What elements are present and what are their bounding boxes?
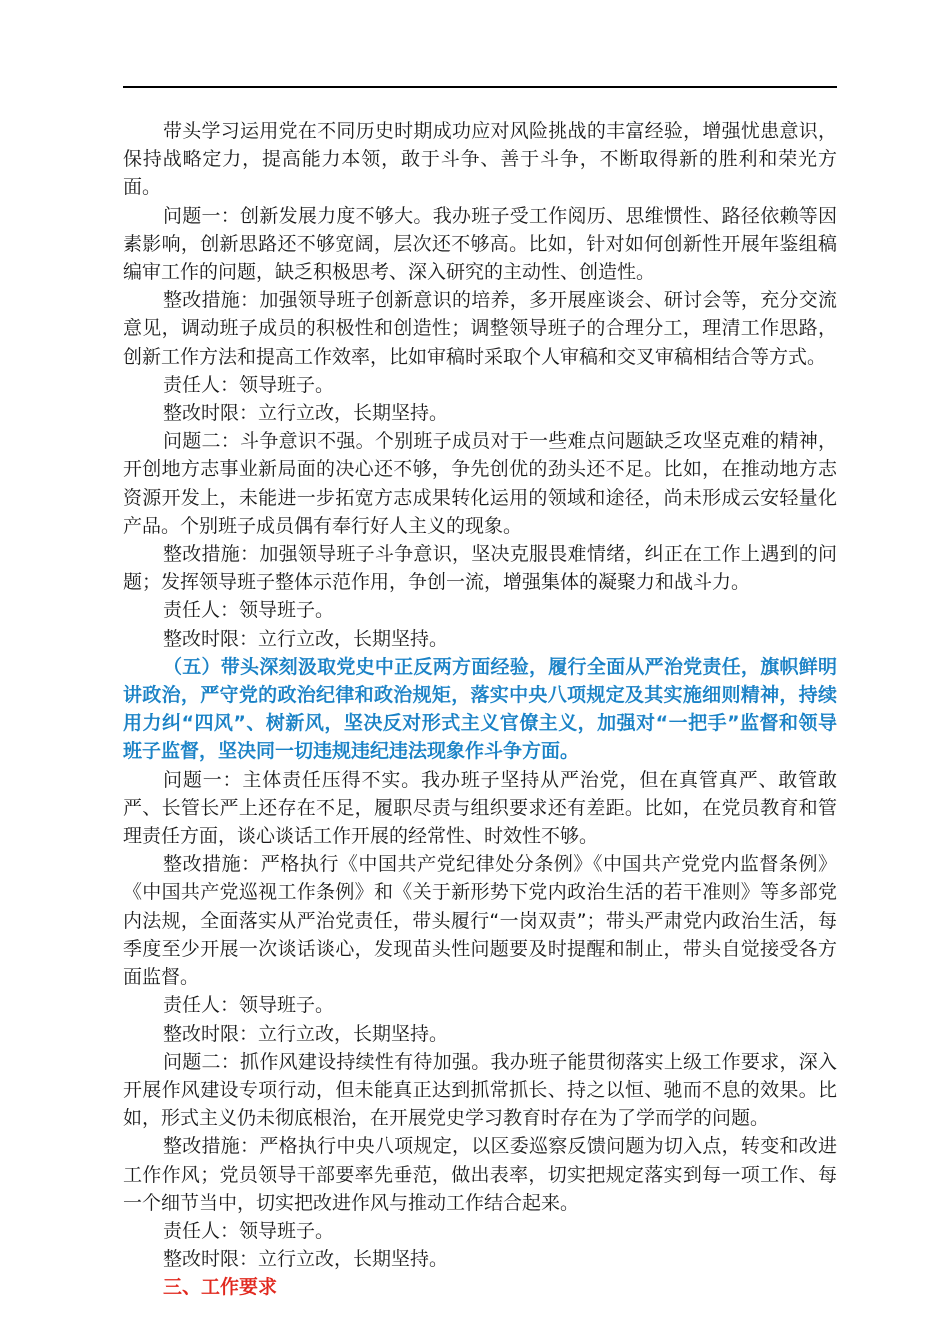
paragraph-measures-1: 整改措施：加强领导班子创新意识的培养，多开展座谈会、研讨会等，充分交流意见，调动班子成员的积极性和创造性；调整领导班子的合理分工，理清工作思路，创新工作方法和提高工作效率，比如审稿时采取个人审稿和交叉审稿相结合等方式。: [123, 289, 837, 368]
paragraph-measures-3: 整改措施：严格执行《中国共产党纪律处分条例》《中国共产党党内监督条例》《中国共产党巡视工作条例》和《关于新形势下党内政治生活的若干准则》等多部党内法规，全面落实从严治党责任，带头履行“一岗双责”；带头严肃党内政治生活，每季度至少开展一次谈话谈心，发现苗头性问题要及时提醒和制止，带头自觉接受各方面监督。: [123, 853, 837, 989]
section-heading-work-requirements: 三、工作要求: [163, 1276, 278, 1299]
paragraph-issue-4: 问题二：抓作风建设持续性有待加强。我办班子能贯彻落实上级工作要求，深入开展作风建设专项行动，但未能真正达到抓常抓长、持之以恒、驰而不息的效果。比如，形式主义仍未彻底根治，在开展党史学习教育时存在为了学而学的问题。: [123, 1050, 837, 1130]
paragraph-responsible-3: 责任人：领导班子。: [163, 994, 335, 1017]
header-rule: [123, 86, 837, 88]
document-body: [123, 117, 837, 1302]
paragraph-deadline-4: 整改时限：立行立改，长期坚持。: [163, 1248, 449, 1271]
paragraph-issue-1: 问题一：创新发展力度不够大。我办班子受工作阅历、思维惯性、路径依赖等因素影响，创新思路还不够宽阔，层次还不够高。比如，针对如何创新性开展年鉴组稿编审工作的问题，缺乏积极思考、深入研究的主动性、创造性。: [123, 204, 837, 284]
paragraph-measures-2: 整改措施：加强领导班子斗争意识，坚决克服畏难情绪，纠正在工作上遇到的问题；发挥领导班子整体示范作用，争创一流，增强集体的凝聚力和战斗力。: [123, 543, 837, 594]
paragraph-issue-2: 问题二：斗争意识不强。个别班子成员对于一些难点问题缺乏攻坚克难的精神，开创地方志事业新局面的决心还不够，争先创优的劲头还不足。比如，在推动地方志资源开发上，未能进一步拓宽方志成果转化运用的领域和途径，尚未形成云安轻量化产品。个别班子成员偶有奉行好人主义的现象。: [123, 430, 837, 537]
section-heading-five: （五）带头深刻汲取党史中正反两方面经验，履行全面从严治党责任，旗帜鲜明讲政治，严守党的政治纪律和政治规矩，落实中央八项规定及其实施细则精神，持续用力纠“四风”、树新风，坚决反对形式主义官僚主义，加强对“一把手”监督和领导班子监督，坚决同一切违规违纪违法现象作斗争方面。: [123, 655, 837, 763]
paragraph-deadline-3: 整改时限：立行立改，长期坚持。: [163, 1022, 449, 1045]
paragraph-intro: 带头学习运用党在不同历史时期成功应对风险挑战的丰富经验，增强忧患意识，保持战略定力，提高能力本领，敢于斗争、善于斗争，不断取得新的胜利和荣光方面。: [123, 120, 837, 199]
paragraph-issue-3: 问题一：主体责任压得不实。我办班子坚持从严治党，但在真管真严、敢管敢严、长管长严上还存在不足，履职尽责与组织要求还有差距。比如，在党员教育和管理责任方面，谈心谈话工作开展的经常性、时效性不够。: [123, 768, 837, 848]
paragraph-measures-4: 整改措施：严格执行中央八项规定，以区委巡察反馈问题为切入点，转变和改进工作作风；党员领导干部要率先垂范，做出表率，切实把规定落实到每一项工作、每一个细节当中，切实把改进作风与推动工作结合起来。: [123, 1135, 837, 1214]
paragraph-responsible-1: 责任人：领导班子。: [163, 373, 335, 396]
paragraph-deadline-2: 整改时限：立行立改，长期坚持。: [163, 627, 449, 650]
paragraph-deadline-1: 整改时限：立行立改，长期坚持。: [163, 402, 449, 425]
paragraph-responsible-2: 责任人：领导班子。: [163, 599, 335, 622]
paragraph-responsible-4: 责任人：领导班子。: [163, 1219, 335, 1242]
